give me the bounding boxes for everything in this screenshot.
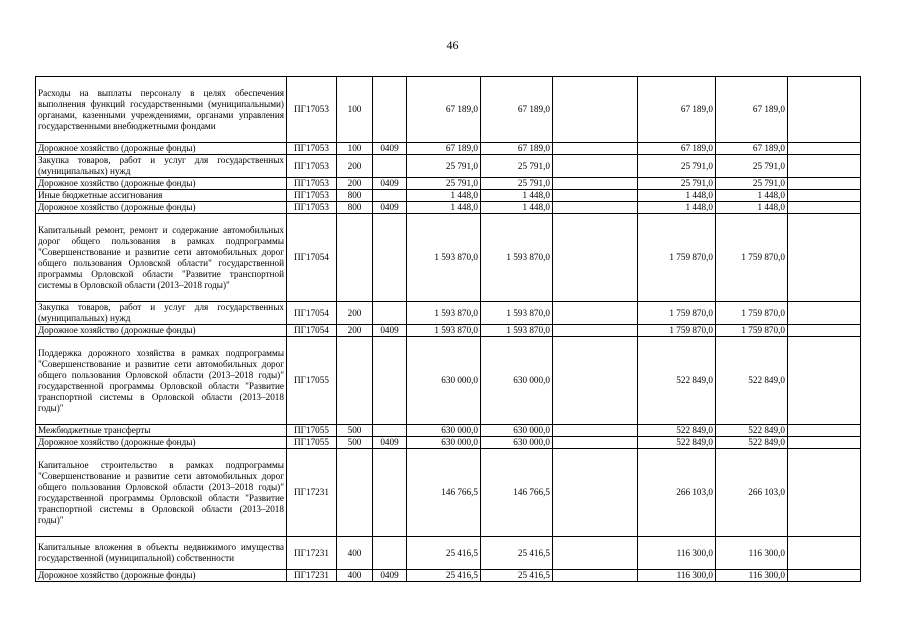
cell-amount-2: 630 000,0	[481, 337, 553, 425]
cell-amount-4: 1 759 870,0	[638, 325, 716, 337]
cell-amount-1: 630 000,0	[407, 425, 481, 437]
cell-code: ПГ17231	[287, 570, 337, 582]
cell-amount-1: 1 593 870,0	[407, 214, 481, 302]
cell-section: 0409	[373, 570, 407, 582]
cell-code: ПГ17053	[287, 202, 337, 214]
cell-amount-1: 25 791,0	[407, 155, 481, 178]
cell-expense-type	[337, 337, 373, 425]
table-row	[36, 143, 861, 155]
cell-amount-5: 116 300,0	[716, 570, 788, 582]
cell-section	[373, 155, 407, 178]
cell-amount-6	[788, 178, 861, 190]
cell-amount-6	[788, 302, 861, 325]
cell-section	[373, 190, 407, 202]
cell-amount-3	[553, 214, 638, 302]
cell-section	[373, 77, 407, 143]
cell-section	[373, 337, 407, 425]
cell-amount-4: 25 791,0	[638, 178, 716, 190]
cell-code: ПГ17231	[287, 449, 337, 537]
cell-amount-4: 67 189,0	[638, 77, 716, 143]
cell-amount-4: 116 300,0	[638, 537, 716, 570]
cell-amount-5: 1 448,0	[716, 202, 788, 214]
cell-amount-3	[553, 337, 638, 425]
cell-amount-2: 630 000,0	[481, 425, 553, 437]
cell-amount-3	[553, 202, 638, 214]
table-row	[36, 214, 861, 302]
cell-amount-6	[788, 325, 861, 337]
cell-amount-5: 1 759 870,0	[716, 302, 788, 325]
cell-amount-1: 67 189,0	[407, 77, 481, 143]
cell-amount-5: 1 759 870,0	[716, 325, 788, 337]
cell-name: Дорожное хозяйство (дорожные фонды)	[36, 143, 287, 155]
cell-amount-3	[553, 325, 638, 337]
cell-section	[373, 302, 407, 325]
cell-amount-6	[788, 570, 861, 582]
cell-amount-1: 1 448,0	[407, 190, 481, 202]
table-row	[36, 325, 861, 337]
table-row	[36, 425, 861, 437]
cell-amount-4: 266 103,0	[638, 449, 716, 537]
cell-amount-3	[553, 449, 638, 537]
cell-amount-4: 116 300,0	[638, 570, 716, 582]
table-row	[36, 337, 861, 425]
cell-amount-4: 522 849,0	[638, 437, 716, 449]
cell-amount-4: 67 189,0	[638, 143, 716, 155]
page-number: 46	[446, 38, 459, 52]
table-row	[36, 178, 861, 190]
cell-expense-type	[337, 449, 373, 537]
cell-name: Капитальное строительство в рамках подпрограммы "Совершенствование и развитие сети автомобильных дорог общего пользования Орловской области (2013–2018 годы)" государственной программы Орловской области "Развитие транспортной системы в Орловской области (2013–2018 годы)"	[36, 449, 287, 537]
table-row	[36, 77, 861, 143]
cell-section	[373, 425, 407, 437]
cell-amount-1: 25 416,5	[407, 570, 481, 582]
cell-amount-2: 1 593 870,0	[481, 302, 553, 325]
cell-name: Межбюджетные трансферты	[36, 425, 287, 437]
table-row	[36, 570, 861, 582]
cell-expense-type: 500	[337, 425, 373, 437]
cell-amount-3	[553, 77, 638, 143]
cell-section	[373, 449, 407, 537]
cell-amount-3	[553, 570, 638, 582]
cell-amount-1: 1 448,0	[407, 202, 481, 214]
cell-expense-type: 400	[337, 537, 373, 570]
cell-amount-6	[788, 337, 861, 425]
cell-amount-3	[553, 178, 638, 190]
cell-amount-2: 67 189,0	[481, 77, 553, 143]
cell-amount-5: 25 791,0	[716, 155, 788, 178]
cell-amount-5: 522 849,0	[716, 437, 788, 449]
table-row	[36, 202, 861, 214]
cell-amount-5: 522 849,0	[716, 425, 788, 437]
cell-amount-6	[788, 77, 861, 143]
cell-amount-6	[788, 155, 861, 178]
cell-amount-1: 67 189,0	[407, 143, 481, 155]
cell-name: Капитальные вложения в объекты недвижимого имущества государственной (муниципальной) собственности	[36, 537, 287, 570]
cell-amount-1: 25 416,5	[407, 537, 481, 570]
cell-amount-6	[788, 537, 861, 570]
table-body	[36, 77, 861, 582]
cell-code: ПГ17055	[287, 437, 337, 449]
cell-name: Капитальный ремонт, ремонт и содержание автомобильных дорог общего пользования в рамках подпрограммы "Совершенствование и развитие сети автомобильных дорог общего пользования Орловской области" государственной программы Орловской области "Развитие транспортной системы в Орловской области (2013–2018 годы)"	[36, 214, 287, 302]
cell-section: 0409	[373, 143, 407, 155]
cell-amount-2: 67 189,0	[481, 143, 553, 155]
cell-expense-type: 500	[337, 437, 373, 449]
cell-section: 0409	[373, 325, 407, 337]
cell-name: Дорожное хозяйство (дорожные фонды)	[36, 570, 287, 582]
cell-amount-5: 522 849,0	[716, 337, 788, 425]
cell-expense-type: 400	[337, 570, 373, 582]
table-row	[36, 537, 861, 570]
cell-name: Дорожное хозяйство (дорожные фонды)	[36, 437, 287, 449]
cell-amount-3	[553, 143, 638, 155]
cell-amount-3	[553, 302, 638, 325]
cell-amount-1: 1 593 870,0	[407, 325, 481, 337]
cell-amount-5: 1 448,0	[716, 190, 788, 202]
cell-amount-5: 1 759 870,0	[716, 214, 788, 302]
table-row	[36, 437, 861, 449]
cell-amount-5: 116 300,0	[716, 537, 788, 570]
cell-amount-6	[788, 425, 861, 437]
cell-amount-5: 266 103,0	[716, 449, 788, 537]
cell-expense-type: 800	[337, 202, 373, 214]
cell-name: Закупка товаров, работ и услуг для государственных (муниципальных) нужд	[36, 155, 287, 178]
table-row	[36, 190, 861, 202]
cell-amount-6	[788, 449, 861, 537]
cell-amount-3	[553, 190, 638, 202]
cell-name: Закупка товаров, работ и услуг для государственных (муниципальных) нужд	[36, 302, 287, 325]
cell-amount-5: 25 791,0	[716, 178, 788, 190]
cell-name: Дорожное хозяйство (дорожные фонды)	[36, 202, 287, 214]
cell-code: ПГ17053	[287, 77, 337, 143]
cell-code: ПГ17053	[287, 190, 337, 202]
cell-amount-5: 67 189,0	[716, 77, 788, 143]
cell-amount-2: 25 416,5	[481, 570, 553, 582]
cell-amount-6	[788, 202, 861, 214]
cell-amount-2: 25 416,5	[481, 537, 553, 570]
table-row	[36, 155, 861, 178]
cell-amount-3	[553, 437, 638, 449]
cell-section: 0409	[373, 202, 407, 214]
cell-amount-3	[553, 155, 638, 178]
cell-amount-1: 25 791,0	[407, 178, 481, 190]
cell-amount-2: 25 791,0	[481, 178, 553, 190]
cell-amount-5: 67 189,0	[716, 143, 788, 155]
cell-amount-2: 1 593 870,0	[481, 214, 553, 302]
cell-amount-1: 1 593 870,0	[407, 302, 481, 325]
cell-amount-3	[553, 537, 638, 570]
cell-code: ПГ17054	[287, 214, 337, 302]
cell-amount-4: 522 849,0	[638, 425, 716, 437]
cell-name: Расходы на выплаты персоналу в целях обеспечения выполнения функций государственными (муниципальными) органами, казенными учреждениями, органами управления государственными внебюджетными фондами	[36, 77, 287, 143]
cell-code: ПГ17231	[287, 537, 337, 570]
cell-code: ПГ17053	[287, 155, 337, 178]
cell-code: ПГ17053	[287, 178, 337, 190]
cell-amount-6	[788, 214, 861, 302]
cell-amount-1: 146 766,5	[407, 449, 481, 537]
cell-section: 0409	[373, 178, 407, 190]
cell-expense-type	[337, 214, 373, 302]
cell-amount-6	[788, 437, 861, 449]
cell-amount-4: 1 759 870,0	[638, 214, 716, 302]
cell-expense-type: 200	[337, 325, 373, 337]
cell-code: ПГ17054	[287, 325, 337, 337]
cell-amount-2: 1 448,0	[481, 190, 553, 202]
cell-amount-2: 146 766,5	[481, 449, 553, 537]
cell-code: ПГ17053	[287, 143, 337, 155]
budget-table	[35, 76, 861, 582]
cell-code: ПГ17055	[287, 337, 337, 425]
cell-amount-2: 1 593 870,0	[481, 325, 553, 337]
cell-amount-4: 522 849,0	[638, 337, 716, 425]
cell-code: ПГ17055	[287, 425, 337, 437]
cell-section	[373, 537, 407, 570]
cell-amount-2: 25 791,0	[481, 155, 553, 178]
cell-expense-type: 800	[337, 190, 373, 202]
cell-name: Поддержка дорожного хозяйства в рамках подпрограммы "Совершенствование и развитие сети автомобильных дорог общего пользования Орловской области (2013–2018 годы)" государственной программы Орловской области "Развитие транспортной системы в Орловской области (2013–2018 годы)"	[36, 337, 287, 425]
cell-expense-type: 200	[337, 302, 373, 325]
cell-name: Иные бюджетные ассигнования	[36, 190, 287, 202]
cell-amount-6	[788, 190, 861, 202]
cell-expense-type: 100	[337, 143, 373, 155]
cell-expense-type: 100	[337, 77, 373, 143]
table-row	[36, 302, 861, 325]
cell-expense-type: 200	[337, 178, 373, 190]
cell-amount-4: 1 448,0	[638, 190, 716, 202]
cell-section	[373, 214, 407, 302]
cell-amount-4: 25 791,0	[638, 155, 716, 178]
cell-amount-2: 630 000,0	[481, 437, 553, 449]
cell-amount-3	[553, 425, 638, 437]
cell-amount-2: 1 448,0	[481, 202, 553, 214]
cell-name: Дорожное хозяйство (дорожные фонды)	[36, 325, 287, 337]
cell-expense-type: 200	[337, 155, 373, 178]
cell-section: 0409	[373, 437, 407, 449]
cell-amount-6	[788, 143, 861, 155]
cell-amount-4: 1 759 870,0	[638, 302, 716, 325]
cell-name: Дорожное хозяйство (дорожные фонды)	[36, 178, 287, 190]
cell-amount-1: 630 000,0	[407, 437, 481, 449]
table-row	[36, 449, 861, 537]
cell-code: ПГ17054	[287, 302, 337, 325]
cell-amount-1: 630 000,0	[407, 337, 481, 425]
cell-amount-4: 1 448,0	[638, 202, 716, 214]
